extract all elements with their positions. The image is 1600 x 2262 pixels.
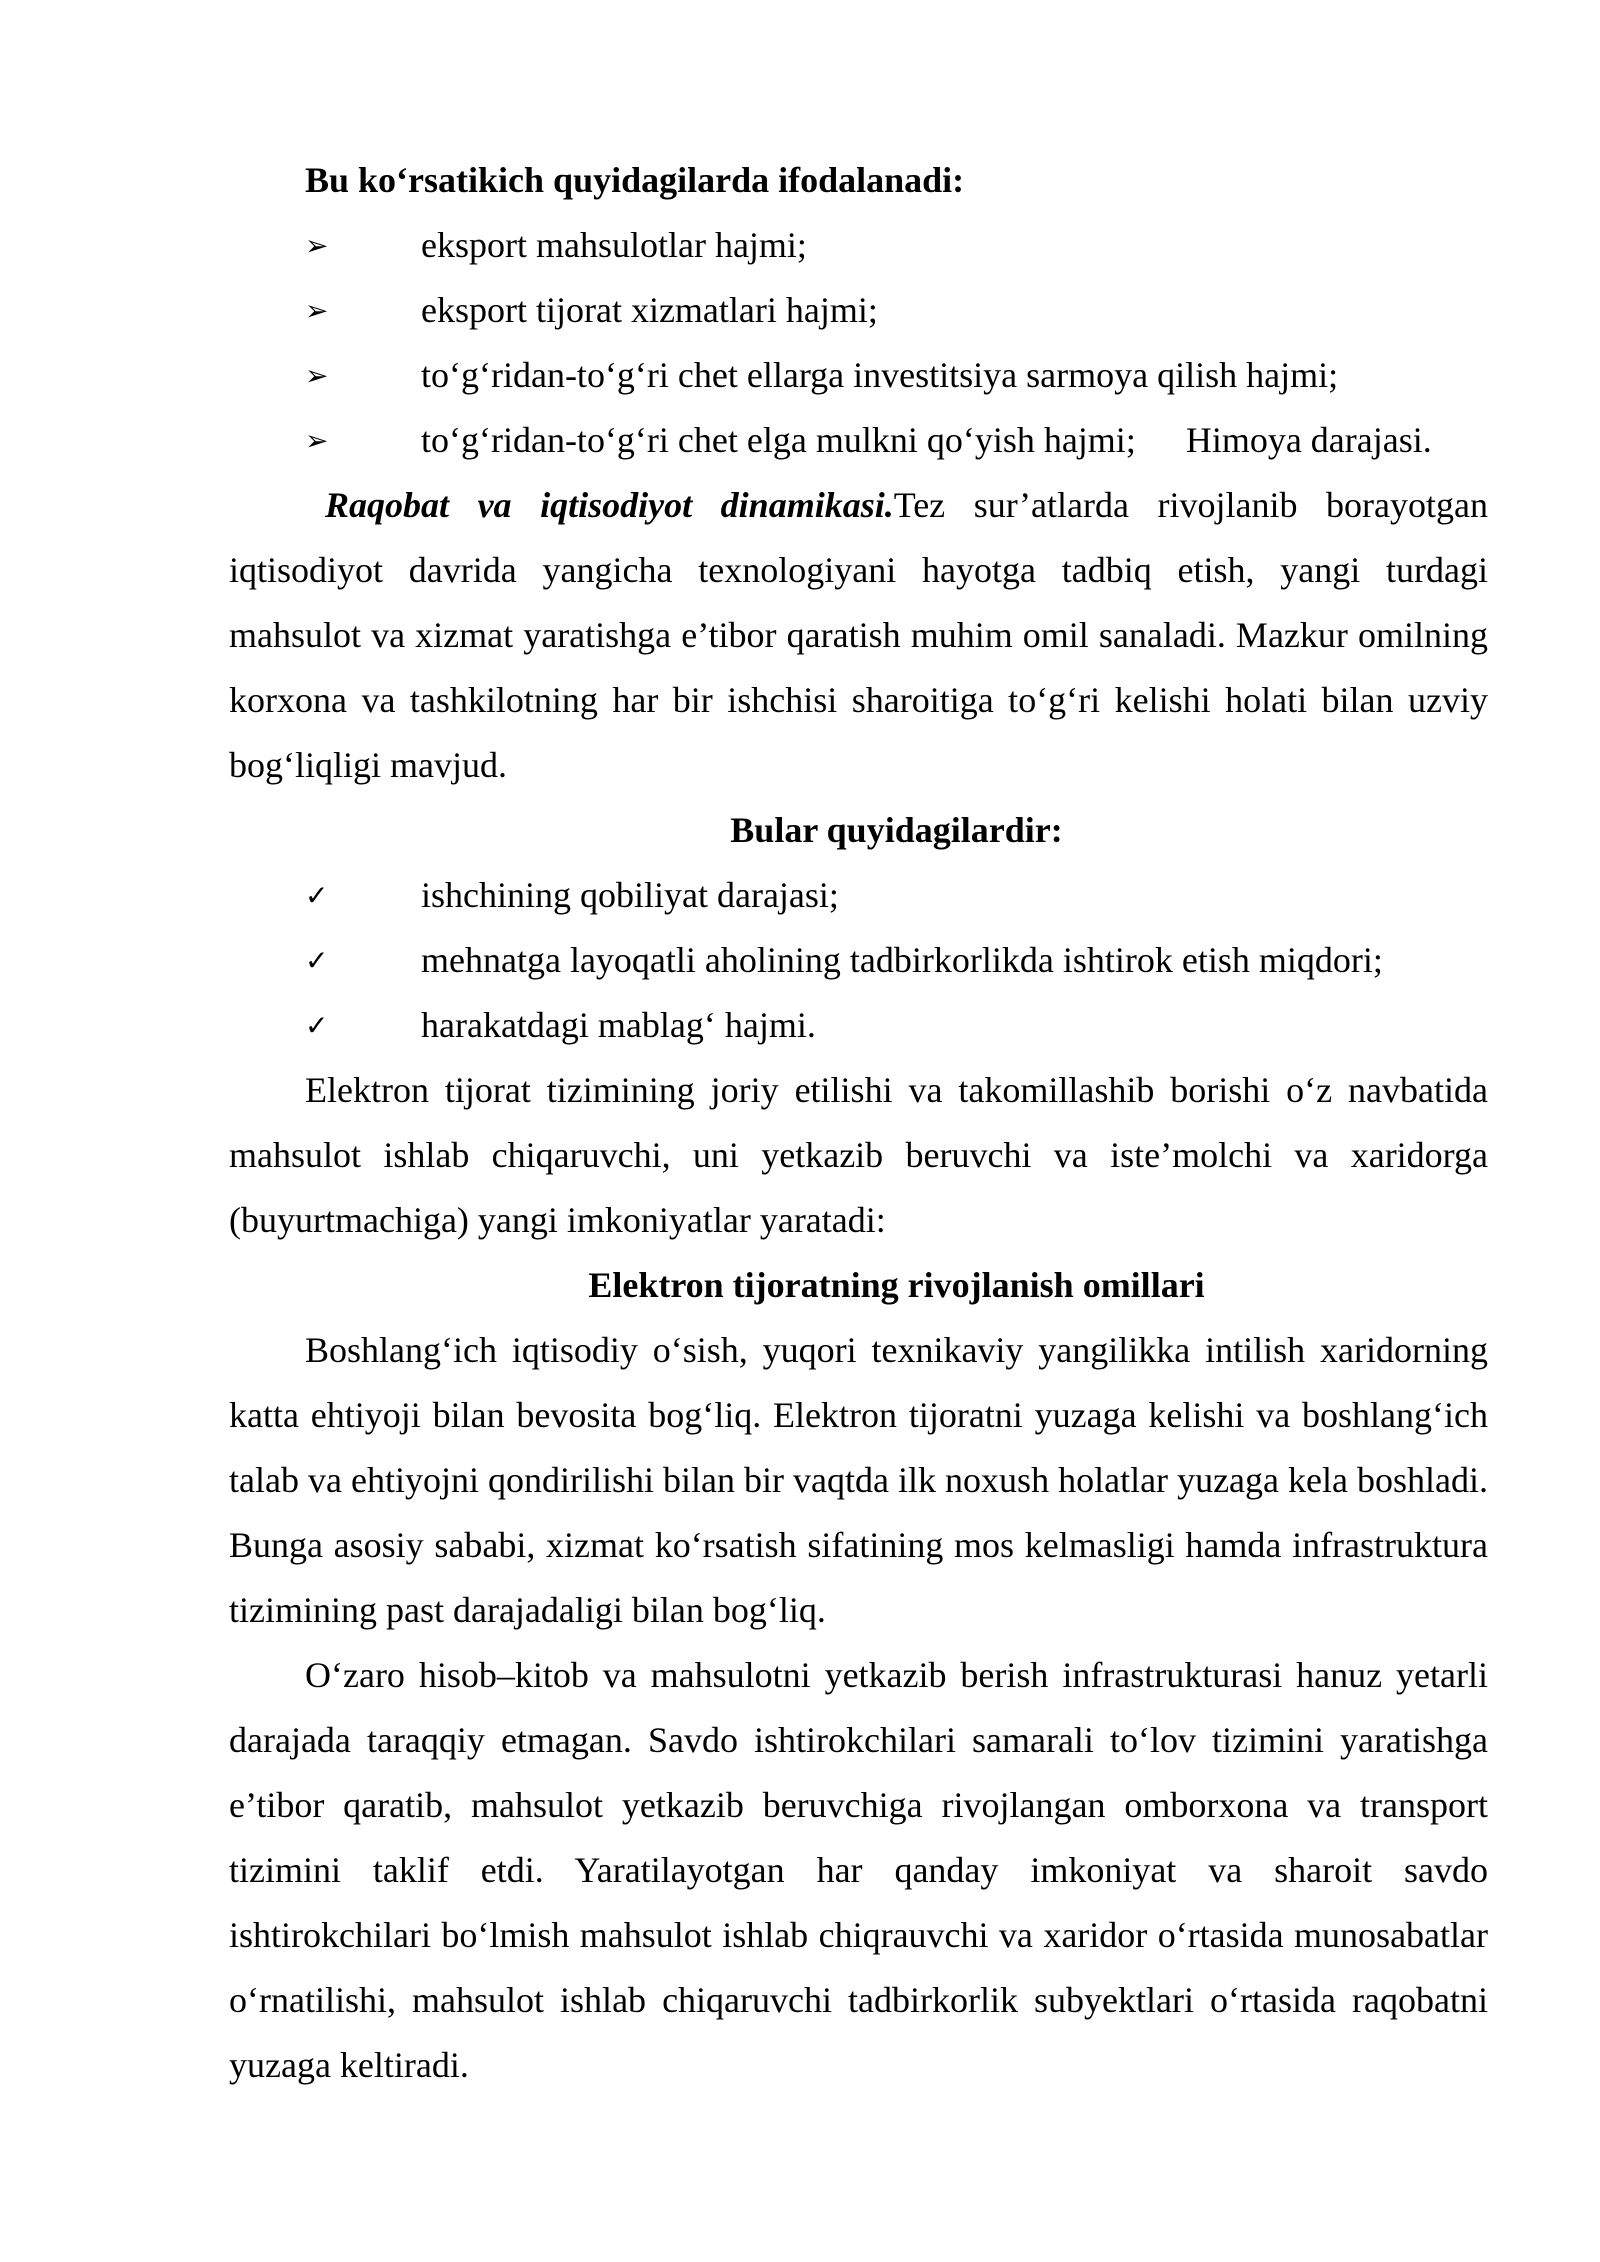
list-item-text: eksport mahsulotlar hajmi; [421,225,807,265]
list-item-text: to‘g‘ridan-to‘g‘ri chet ellarga investitsiya sarmoya qilish hajmi; [421,355,1339,395]
list-item [229,863,1488,928]
list-item [229,343,1488,408]
arrowhead-bullet-icon: ➢ [305,359,329,392]
section-heading-factors: Bular quyidagilardir: [730,810,1063,850]
list-item [229,928,1488,993]
arrowhead-bullet-icon: ➢ [305,424,329,457]
list-item-text: ishchining qobiliyat darajasi; [421,875,839,915]
list-item-text: to‘g‘ridan-to‘g‘ri chet elga mulkni qo‘yish hajmi; [421,420,1136,460]
section-heading-development: Elektron tijoratning rivojlanish omillari [588,1265,1205,1305]
checkmark-bullet-icon: ✓ [305,944,329,977]
checkmark-bullet-icon: ✓ [305,1009,329,1042]
trailing-text: Himoya darajasi. [1185,420,1432,460]
list-item [229,408,1488,473]
paragraph-competition [229,473,1488,798]
list-item-text: mehnatga layoqatli aholining tadbirkorlikda ishtirok etish miqdori; [421,940,1383,980]
factor-list [229,863,1488,1058]
indicator-list [229,213,1488,473]
list-item-text: eksport tijorat xizmatlari hajmi; [421,290,878,330]
section-heading-indicators: Bu ko‘rsatikich quyidagilarda ifodalanadi: [305,160,965,200]
checkmark-bullet-icon: ✓ [305,879,329,912]
list-item-text: harakatdagi mablag‘ hajmi. [421,1005,816,1045]
paragraph-infrastructure: O‘zaro hisob–kitob va mahsulotni yetkazib berish infrastrukturasi hanuz yetarli darajada taraqqiy etmagan. Savdo ishtirokchilari samarali to‘lov tizimini yaratishga e’tibor qaratib, mahsulot yetkazib beruvchiga rivojlangan omborxona va transport tizimini taklif etdi. Yaratilayotgan har qanday imkoniyat va sharoit savdo ishtirokchilari bo‘lmish mahsulot ishlab chiqrauvchi va xaridor o‘rtasida munosabatlar o‘rnatilishi, mahsulot ishlab chiqaruvchi tadbirkorlik subyektlari o‘rtasida raqobatni yuzaga keltiradi. [229,1655,1488,2085]
list-item [229,278,1488,343]
list-item [229,993,1488,1058]
arrowhead-bullet-icon: ➢ [305,294,329,327]
paragraph-growth: Boshlang‘ich iqtisodiy o‘sish, yuqori texnikaviy yangilikka intilish xaridorning katta ehtiyoji bilan bevosita bog‘liq. Elektron tijoratni yuzaga kelishi va boshlang‘ich talab va ehtiyojni qondirilishi bilan bir vaqtda ilk noxush holatlar yuzaga kela boshladi. Bunga asosiy sababi, xizmat ko‘rsatish sifatining mos kelmasligi hamda infrastruktura tizimining past darajadaligi bilan bog‘liq. [229,1330,1488,1630]
paragraph-ecommerce-intro: Elektron tijorat tizimining joriy etilishi va takomillashib borishi o‘z navbatida mahsulot ishlab chiqaruvchi, uni yetkazib beruvchi va iste’molchi va xaridorga (buyurtmachiga) yangi imkoniyatlar yaratadi: [229,1070,1488,1240]
list-item [229,213,1488,278]
lead-title: Raqobat va iqtisodiyot dinamikasi. [325,485,894,525]
paragraph-text: Tez sur’atlarda rivojlanib borayotgan iqtisodiyot davrida yangicha texnologiyani hayotga tadbiq etish, yangi turdagi mahsulot va xizmat yaratishga e’tibor qaratish muhim omil sanaladi. Mazkur omilning korxona va tashkilotning har bir ishchisi sharoitiga to‘g‘ri kelishi holati bilan uzviy bog‘liqligi mavjud. [229,485,1489,785]
arrowhead-bullet-icon: ➢ [305,229,329,262]
document-page [229,148,1488,2098]
